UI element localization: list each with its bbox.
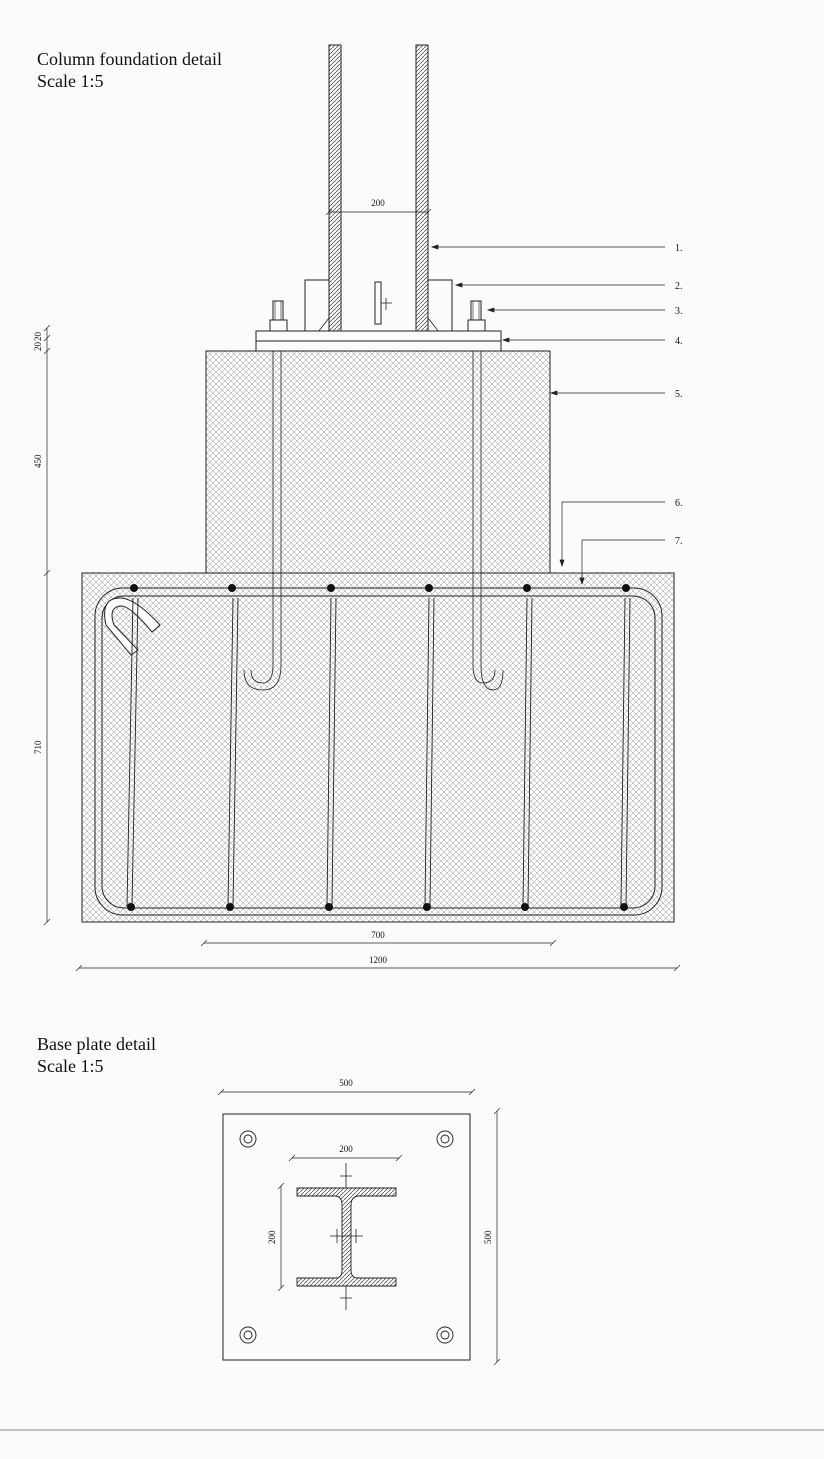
dim-flange-width-text: 200	[339, 1144, 353, 1154]
leveling-plate	[256, 331, 501, 341]
concrete-pedestal	[206, 351, 550, 573]
footing-block	[82, 573, 674, 922]
stiffener-left	[305, 280, 329, 332]
foundation-scale-text: Scale 1:5	[37, 71, 104, 91]
dim-plate-thickness-b-text: 20	[33, 332, 43, 341]
column-flange-left	[329, 45, 341, 332]
callout-5: 5.	[675, 389, 683, 400]
dim-column-width-text: 200	[371, 198, 385, 208]
foundation-elevation	[82, 45, 674, 922]
column-flange-right	[416, 45, 428, 332]
base-plate-title-text: Base plate detail	[37, 1034, 156, 1054]
dim-footing-width-text: 1200	[369, 955, 387, 965]
dim-plate-width-text: 500	[339, 1078, 353, 1088]
foundation-title-text: Column foundation detail	[37, 49, 222, 69]
dim-left-chain	[44, 325, 50, 925]
callout-7: 7.	[675, 536, 683, 547]
callout-1: 1.	[675, 243, 683, 254]
base-plate-scale-text: Scale 1:5	[37, 1056, 104, 1076]
callout-2: 2.	[675, 281, 683, 292]
callout-3: 3.	[675, 306, 683, 317]
dim-footing-height-text: 710	[33, 740, 43, 754]
base-plate-elevation	[256, 341, 501, 351]
dim-column-width	[326, 209, 431, 215]
dim-plate-height-text: 500	[483, 1230, 493, 1244]
dim-pedestal-height-text: 450	[33, 454, 43, 468]
stiffener-right	[428, 280, 452, 332]
anchor-bolt-left-top	[270, 301, 287, 331]
dim-pedestal-width-text: 700	[371, 930, 385, 940]
callout-4: 4.	[675, 336, 683, 347]
dim-plate-thickness-a-text: 20	[33, 342, 43, 351]
anchor-bolt-right-top	[468, 301, 485, 331]
callout-6: 6.	[675, 498, 683, 509]
dim-section-depth-text: 200	[267, 1230, 277, 1244]
web-tab	[375, 282, 381, 324]
